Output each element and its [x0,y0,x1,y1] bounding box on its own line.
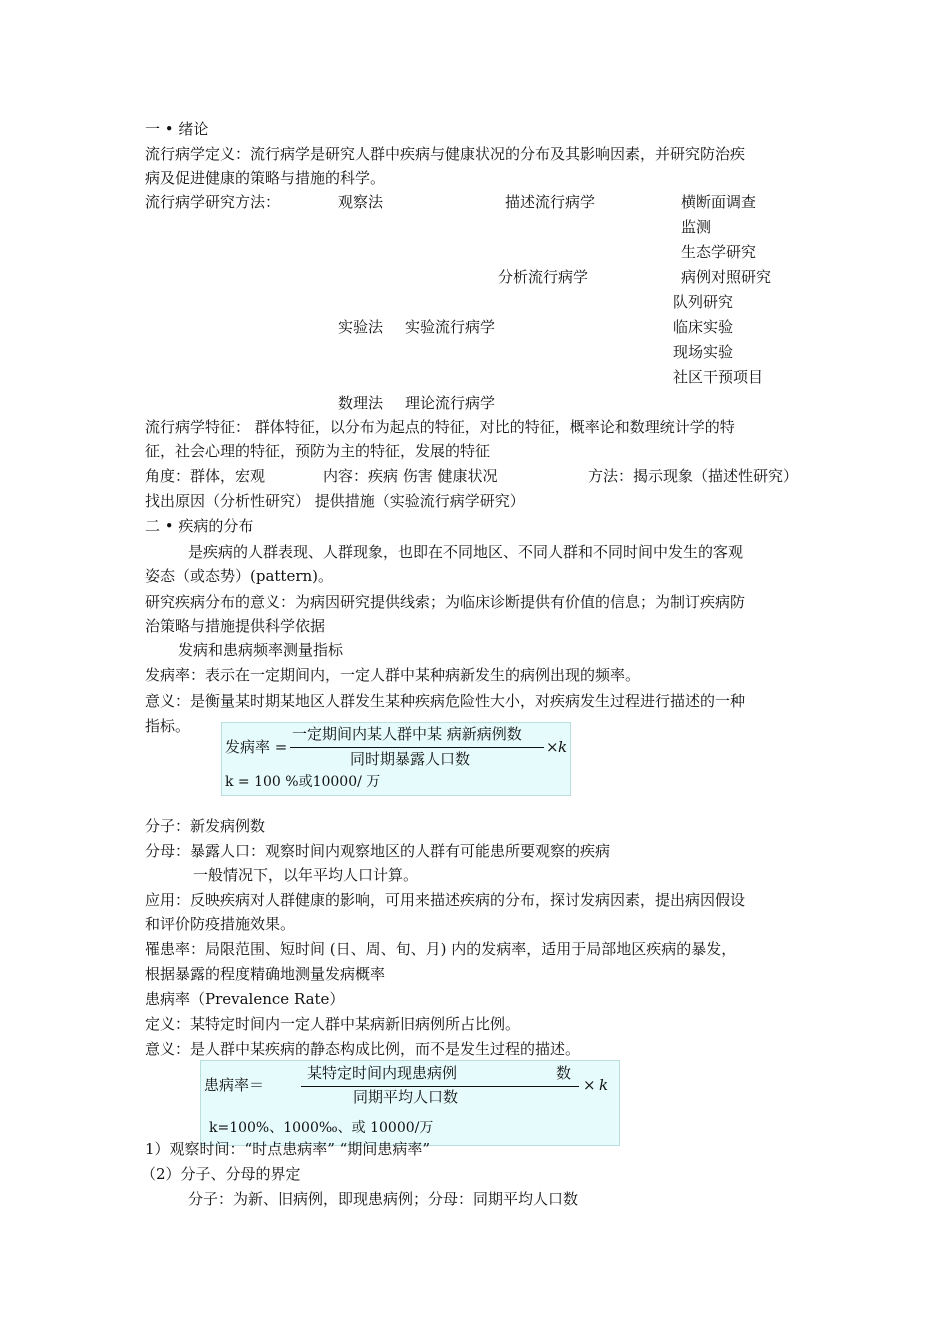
prevalence-formula-times: × [583,1076,596,1094]
incidence-meaning-2: 指标。 [145,717,191,735]
prevalence-meaning: 意义：是人群中某疾病的静态构成比例，而不是发生过程的描述。 [145,1040,581,1058]
prevalence-formula-numerator: 某特定时间内现患病例 [307,1064,458,1082]
methods-label: 流行病学研究方法： [145,193,281,211]
application-line-2: 和评价防疫措施效果。 [145,915,296,933]
numerator-denominator-detail: 分子：为新、旧病例，即现患病例；分母：同期平均人口数 [188,1190,579,1208]
angle-text: 角度：群体，宏观 [145,467,266,485]
numerator-line: 分子：新发病例数 [145,817,266,835]
incidence-meaning-1: 意义：是衡量某时期某地区人群发生某种疾病危险性大小，对疾病发生过程进行描述的一种 [145,692,746,710]
incidence-fraction-bar [290,747,544,748]
math-method: 数理法 [338,394,384,412]
denominator-line: 分母：暴露人口：观察时间内观察地区的人群有可能患所要观察的疾病 [145,842,611,860]
analytic-epidemiology: 分析流行病学 [498,268,589,286]
theoretical-epidemiology: 理论流行病学 [405,394,496,412]
incidence-definition: 发病率：表示在一定期间内，一定人群中某种病新发生的病例出现的频率。 [145,666,641,684]
incidence-formula-times: × [546,738,559,756]
prevalence-title: 患病率（Prevalence Rate） [145,990,345,1008]
features-line-1: 流行病学特征： 群体特征，以分布为起点的特征，对比的特征，概率论和数理统计学的特 [145,418,735,436]
prevalence-formula-lhs: 患病率＝ [204,1076,265,1094]
incidence-formula-k: k [558,738,568,756]
incidence-formula-denominator: 同时期暴露人口数 [350,750,471,768]
definition-line-2: 病及促进健康的策略与措施的科学。 [145,169,386,187]
method-text: 方法：揭示现象（描述性研究） [588,467,799,485]
cohort-study: 队列研究 [673,293,734,311]
prevalence-formula-box [200,1060,620,1146]
descriptive-epidemiology: 描述流行病学 [505,193,596,211]
attack-rate-line-1: 罹患率：局限范围、短时间 (日、周、旬、月) 内的发病率，适用于局部地区疾病的暴发， [145,940,737,958]
meaning-line-2: 治策略与措施提供科学依据 [145,617,326,635]
definition-line-1: 流行病学定义：流行病学是研究人群中疾病与健康状况的分布及其影响因素，并研究防治疾 [145,145,746,163]
observation-time-line: 1）观察时间：“时点患病率” “期间患病率” [145,1140,430,1158]
experimental-epidemiology: 实验流行病学 [405,318,496,336]
surveillance: 监测 [681,218,712,236]
prevalence-definition: 定义：某特定时间内一定人群中某病新旧病例所占比例。 [145,1015,521,1033]
case-control-study: 病例对照研究 [681,268,772,286]
prevalence-formula-denominator: 同期平均人口数 [353,1088,459,1106]
features-line-2: 征，社会心理的特征，预防为主的特征，发展的特征 [145,442,491,460]
prevalence-formula-numerator-tail: 数 [556,1064,572,1082]
field-trial: 现场实验 [673,343,734,361]
experiment-method: 实验法 [338,318,384,336]
incidence-formula-box [221,722,571,796]
content-text: 内容：疾病 伤害 健康状况 [323,467,498,485]
ecological-study: 生态学研究 [681,243,757,261]
prevalence-formula-k-line: k=100%、1000‰、或 10000/万 [209,1120,434,1136]
application-line-1: 应用：反映疾病对人群健康的影响，可用来描述疾病的分布，探讨发病因素，提出病因假设 [145,891,746,909]
measure-title: 发病和患病频率测量指标 [178,641,344,659]
attack-rate-line-2: 根据暴露的程度精确地测量发病概率 [145,965,386,983]
cause-line: 找出原因（分析性研究） 提供措施（实验流行病学研究） [145,492,525,510]
incidence-formula-numerator: 一定期间内某人群中某 病新病例数 [292,725,522,743]
section-1-title: 一 • 绪论 [145,120,209,138]
prevalence-formula-k: k [599,1076,609,1094]
distribution-intro-2: 姿态（或态势）(pattern)。 [145,567,334,585]
meaning-line-1: 研究疾病分布的意义：为病因研究提供线索；为临床诊断提供有价值的信息；为制订疾病防 [145,593,746,611]
clinical-trial: 临床实验 [673,318,734,336]
general-line: 一般情况下，以年平均人口计算。 [193,866,419,884]
distribution-intro-1: 是疾病的人群表现、人群现象，也即在不同地区、不同人群和不同时间中发生的客观 [188,543,744,561]
incidence-formula-k-line: k = 100 %或10000/ 万 [225,774,381,790]
cross-sectional-survey: 横断面调查 [681,193,757,211]
incidence-formula-lhs: 发病率 = [225,738,288,756]
numerator-denominator-title: （2）分子、分母的界定 [141,1165,301,1183]
observation-method: 观察法 [338,193,384,211]
section-2-title: 二 • 疾病的分布 [145,517,254,535]
prevalence-fraction-bar [301,1086,579,1087]
community-trial: 社区干预项目 [673,368,764,386]
